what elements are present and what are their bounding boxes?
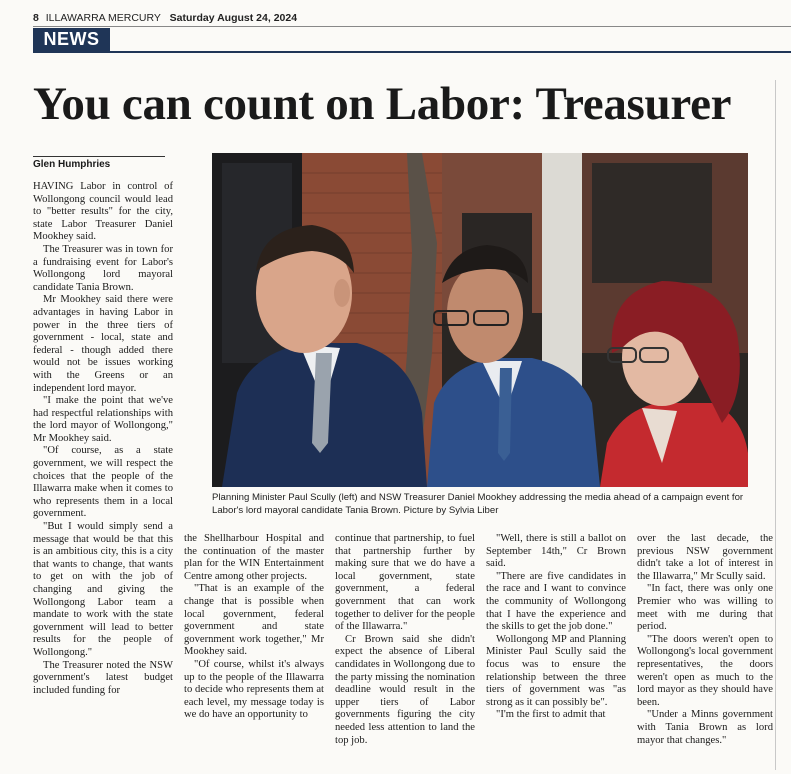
section-rule (33, 51, 791, 53)
photo-illustration (212, 153, 748, 487)
page-number: 8 (33, 12, 39, 24)
paragraph: "Of course, whilst it's always up to the people of the Illawarra to decide who represents them at each level, my message today is we do have an opportunity to (184, 658, 324, 721)
paragraph: HAVING Labor in control of Wollongong council would lead to "better results" for the city, state Labor Treasurer Daniel Mookhey said. (33, 181, 173, 243)
paragraph: The Treasurer noted the NSW government's latest budget included funding for (33, 659, 173, 696)
paragraph: "There are five candidates in the race and I want to convince the community of Wollongong that I have the experience and the skills to get the job done." (486, 570, 626, 633)
paragraph: the Shellharbour Hospital and the continuation of the master plan for the WIN Entertainment Centre among other projects. (184, 533, 324, 582)
adjacent-article-edge (779, 80, 791, 770)
article-column-4 (486, 533, 626, 722)
paragraph: "Well, there is still a ballot on September 14th," Cr Brown said. (486, 533, 626, 570)
paragraph: The Treasurer was in town for a fundraising event for Labor's Wollongong lord mayoral candidate Tania Brown. (33, 243, 173, 293)
byline: Glen Humphries (33, 159, 111, 170)
paragraph: continue that partnership, to fuel that partnership further by making sure that we do have a local government, state government, a federal government that can work together to deliver for the people of the Illawarra." (335, 533, 475, 633)
paragraph: "The doors weren't open to Wollongong's local government representatives, the doors weren't open as much to the lord mayor as they should have been. (637, 633, 773, 708)
section-tag: NEWS (33, 28, 110, 51)
column-divider (775, 80, 776, 770)
article-column-2 (184, 533, 324, 722)
paragraph: "Of course, as a state government, we will respect the choices that the people of the Illawarra make when it comes to who represents them in a local government. (33, 445, 173, 520)
paragraph: Wollongong MP and Planning Minister Paul Scully said the focus was to ensure the relationship between the three tiers of government was "as strong as it can possibly be". (486, 633, 626, 708)
top-divider (33, 26, 791, 27)
masthead (33, 12, 297, 24)
paragraph: Mr Mookhey said there were advantages in having Labor in power in the three tiers of government - local, state and federal - though added there would not be issues working with the Greens or an independent lord mayor. (33, 294, 173, 394)
paragraph: "In fact, there was only one Premier who was willing to meet with me during that period. (637, 583, 773, 633)
byline-rule (33, 156, 165, 157)
paragraph: over the last decade, the previous NSW government didn't take a lot of interest in the Illawarra," Mr Scully said. (637, 533, 773, 582)
paragraph: "But I would simply send a message that would be that this is an ambitious city, this is a city that wants to change, that wants to get on with the job of changing and giving the Wollongong Labor team a mandate to work with the state government will lead to better results for the people of Wollongong." (33, 521, 173, 658)
article-photo (212, 153, 748, 487)
article-column-5 (637, 533, 773, 747)
article-column-3 (335, 533, 475, 747)
article-column-1 (33, 181, 173, 697)
paragraph: "I'm the first to admit that (496, 709, 606, 721)
paragraph: Cr Brown said she didn't expect the absence of Liberal candidates in Wollongong due to the party missing the nomination deadline would result in the upper tiers of Labor governments figuring the city needed less attention to land the top job. (335, 633, 475, 746)
paper-name: ILLAWARRA MERCURY (45, 12, 161, 24)
headline: You can count on Labor: Treasurer (33, 78, 732, 130)
photo-caption: Planning Minister Paul Scully (left) and NSW Treasurer Daniel Mookhey addressing the media ahead of a campaign event for Labor's lord mayoral candidate Tania Brown. Picture by Sylvia Liber (212, 492, 744, 516)
paragraph: "Under a Minns government with Tania Brown as lord mayor that changes." (637, 709, 773, 746)
paragraph: "I make the point that we've had respectful relationships with the lord mayor of Wollongong," Mr Mookhey said. (33, 395, 173, 444)
paragraph: "That is an example of the change that is possible when local government, federal government and state government work together," Mr Mookhey said. (184, 583, 324, 658)
issue-date: Saturday August 24, 2024 (169, 12, 298, 24)
